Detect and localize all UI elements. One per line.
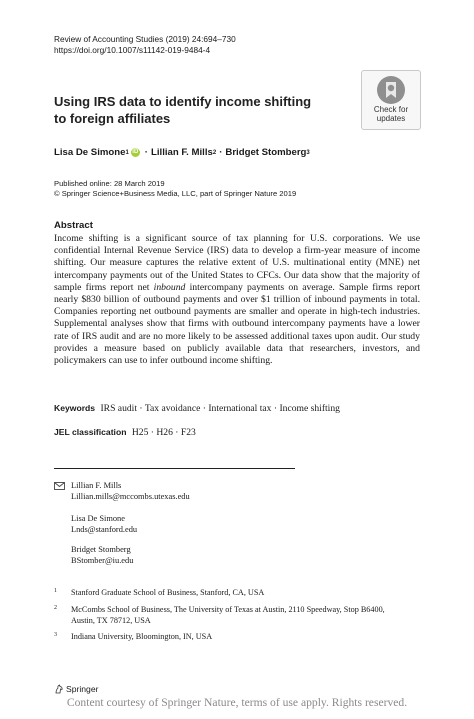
springer-logo [54,684,98,694]
correspondence-email[interactable]: Lillian.mills@mccombs.utexas.edu [71,491,190,501]
copyright-line: © Springer Science+Business Media, LLC, part of Springer Nature 2019 [54,189,297,198]
jel-classification [54,427,196,438]
abstract-text-part: Income shifting is a significant source of tax planning for U.S. corporations. We use confidential Internal Revenue Service (IRS) data to develop a firm-year measure of income shifting. Our measure captures the relative extent of U.S. multinational entity (MNE) net intercompany payments out of the United States to CFCs. Our data show that the majority of sample firms report net [54,233,420,293]
affiliation-line: Indiana University, Bloomington, IN, USA [71,632,213,641]
springer-horse-icon [54,684,64,694]
correspondence-email[interactable]: BStomber@iu.edu [71,555,134,565]
correspondence-entry [71,481,190,502]
correspondence-entry [71,545,133,566]
correspondence-name: Bridget Stomberg [71,545,131,554]
affiliation-number: 2 [54,605,57,611]
journal-citation [54,34,236,56]
affiliation-number: 1 [54,588,57,594]
correspondence-entry [71,514,137,535]
author-name[interactable]: Lillian F. Mills [151,147,213,158]
abstract-emphasis: inbound [153,281,186,293]
author-separator: · [219,147,223,158]
badge-line-2: updates [376,113,406,123]
author-separator: · [144,147,148,158]
affiliation-line: Austin, TX 78712, USA [71,615,151,625]
jel-label: JEL classification [54,427,127,437]
abstract-heading: Abstract [54,220,93,231]
jel-codes: H25 · H26 · F23 [131,427,196,438]
author-affil-num: 3 [306,149,310,156]
envelope-icon [54,482,65,490]
publication-info [54,179,296,199]
affiliation-line: McCombs School of Business, The University of Texas at Austin, 2110 Speedway, Stop B6400, [71,605,385,614]
publisher-name: Springer [66,684,99,694]
courtesy-notice: Content courtesy of Springer Nature, terms of use apply. Rights reserved. [66,696,408,709]
affiliation-number: 3 [54,632,57,638]
abstract-text-part: intercompany payments on average. Sample firms report nearly $830 billion of outbound payments and over $1 trillion of inbound payments in total. Companies reporting net outbound payments are smaller and operate in high-tech industries. Supplemental analyses show that firms with outbound intercompany payments have a lower rate of IRS audit and are no more likely to be assessed additional taxes upon audit. Our study provides a measure based on publicly available data that researchers, investors, and policymakers can use to infer outbound income shifting. [54,281,421,367]
keywords-label: Keywords [54,403,96,413]
correspondence-name: Lisa De Simone [71,514,125,523]
author-name[interactable]: Bridget Stomberg [225,147,307,158]
author-affil-num: 2 [212,149,217,156]
published-date: Published online: 28 March 2019 [54,179,165,188]
correspondence-email[interactable]: Lnds@stanford.edu [71,524,138,534]
author-affil-num: 1 [125,149,129,156]
keywords [54,403,340,414]
title-line-1: Using IRS data to identify income shifting [54,94,312,109]
journal-line: Review of Accounting Studies (2019) 24:694–730 [54,34,236,44]
paper-title [54,93,324,127]
footnote-divider [54,468,295,469]
author-name[interactable]: Lisa De Simone [54,147,126,158]
badge-line-1: Check for [373,105,409,114]
correspondence-name: Lillian F. Mills [71,481,122,490]
bookmark-icon [377,76,405,104]
doi-link[interactable]: https://doi.org/10.1007/s11142-019-9484-4 [54,45,211,55]
check-for-updates-badge[interactable] [361,70,421,130]
author-list [54,147,310,158]
affiliation-line: Stanford Graduate School of Business, Stanford, CA, USA [71,588,265,597]
abstract-text [54,233,420,367]
title-line-2: to foreign affiliates [54,111,171,126]
keywords-text: IRS audit · Tax avoidance · International tax · Income shifting [100,403,340,414]
orcid-icon[interactable]: iD [132,149,139,155]
